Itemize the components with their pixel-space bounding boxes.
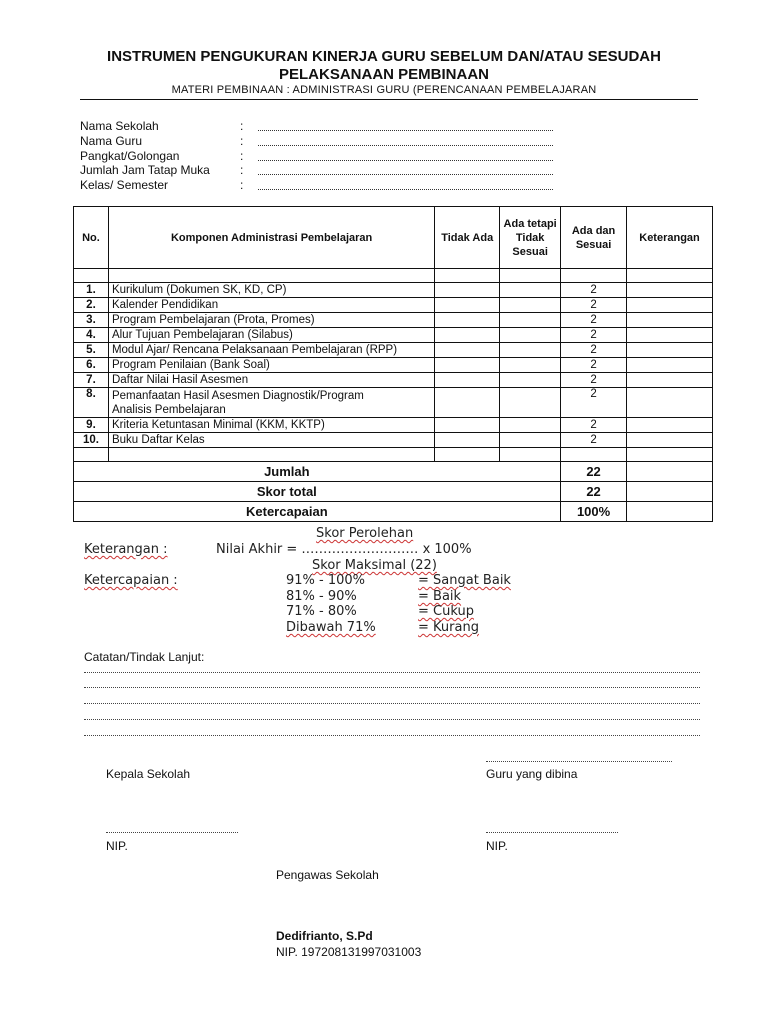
formula-denominator: Skor Maksimal (22) <box>312 558 437 573</box>
notes-line[interactable] <box>84 735 700 736</box>
notes-line[interactable] <box>84 719 700 720</box>
notes-line[interactable] <box>84 703 700 704</box>
pengawas-label: Pengawas Sekolah <box>276 868 379 882</box>
grade-result: = Cukup <box>418 604 474 619</box>
table-row: 10. Buku Daftar Kelas 2 <box>74 433 713 448</box>
summary-row-ketercapaian: Ketercapaian 100% <box>74 502 713 522</box>
formula-numerator: Skor Perolehan <box>316 526 414 541</box>
notes-line[interactable] <box>84 672 700 673</box>
pengawas-name: Dedifrianto, S.Pd <box>276 929 373 943</box>
info-colon: : <box>240 163 244 177</box>
row-8-komponen-line2: Analisis Pembelajaran <box>111 403 226 416</box>
document-title-line2: PELAKSANAAN PEMBINAAN <box>278 66 489 83</box>
notes-label: Catatan/Tindak Lanjut: <box>84 650 205 664</box>
header-ada-sesuai: Ada dan Sesuai <box>561 207 627 269</box>
info-field-jam-tatap-muka[interactable] <box>258 174 553 175</box>
nilai-akhir-formula: Nilai Akhir = ……………………… x 100% <box>216 542 472 557</box>
grade-range: 71% - 80% <box>286 604 357 619</box>
table-row: 4. Alur Tujuan Pembelajaran (Silabus) 2 <box>74 328 713 343</box>
pengawas-nip: NIP. 197208131997031003 <box>276 945 422 959</box>
notes-line[interactable] <box>84 687 700 688</box>
grade-range: 91% - 100% <box>286 573 366 588</box>
info-colon: : <box>240 178 244 192</box>
grade-result: = Baik <box>418 589 462 604</box>
kepala-signature-line[interactable] <box>106 832 238 833</box>
info-colon: : <box>240 134 244 148</box>
info-label-jam-tatap-muka: Jumlah Jam Tatap Muka <box>80 163 210 177</box>
table-row: 3. Program Pembelajaran (Prota, Promes) 2 <box>74 313 713 328</box>
keterangan-label: Keterangan : <box>84 542 168 557</box>
header-keterangan: Keterangan <box>627 207 713 269</box>
assessment-table <box>73 206 713 522</box>
guru-dibina-label: Guru yang dibina <box>486 767 578 781</box>
info-label-kelas-semester: Kelas/ Semester <box>80 178 169 192</box>
table-row: 7. Daftar Nilai Hasil Asesmen 2 <box>74 373 713 388</box>
info-field-kelas-semester[interactable] <box>258 189 553 190</box>
info-label-nama-sekolah: Nama Sekolah <box>80 119 159 133</box>
grade-range: Dibawah 71% <box>286 620 376 635</box>
grade-range: 81% - 90% <box>286 589 357 604</box>
kepala-sekolah-label: Kepala Sekolah <box>106 767 191 781</box>
grade-result: = Sangat Baik <box>418 573 511 588</box>
info-label-nama-guru: Nama Guru <box>80 134 143 148</box>
table-row: 1. Kurikulum (Dokumen SK, KD, CP) 2 <box>74 283 713 298</box>
header-no: No. <box>74 207 109 269</box>
document-subtitle: MATERI PEMBINAAN : ADMINISTRASI GURU (PERENCANAAN PEMBELAJARAN <box>171 84 597 96</box>
row-8-komponen-line1: Pemanfaatan Hasil Asesmen Diagnostik/Program <box>111 389 364 402</box>
summary-row-skor-total: Skor total 22 <box>74 482 713 502</box>
summary-row-jumlah: Jumlah 22 <box>74 462 713 482</box>
table-row: 5. Modul Ajar/ Rencana Pelaksanaan Pembelajaran (RPP) 2 <box>74 343 713 358</box>
info-field-pangkat[interactable] <box>258 160 553 161</box>
header-tidak-ada: Tidak Ada <box>435 207 500 269</box>
table-row: 8. Pemanfaatan Hasil Asesmen Diagnostik/Program Analisis Pembelajaran 2 <box>74 388 713 418</box>
table-row: 9. Kriteria Ketuntasan Minimal (KKM, KKTP) 2 <box>74 418 713 433</box>
guru-signature-line[interactable] <box>486 832 618 833</box>
kepala-nip: NIP. <box>106 839 128 853</box>
guru-nip: NIP. <box>486 839 508 853</box>
date-line[interactable] <box>486 761 672 762</box>
table-row: 2. Kalender Pendidikan 2 <box>74 298 713 313</box>
header-ada-tidak-sesuai: Ada tetapi Tidak Sesuai <box>500 207 561 269</box>
info-field-nama-guru[interactable] <box>258 145 553 146</box>
grade-result: = Kurang <box>418 620 479 635</box>
info-field-nama-sekolah[interactable] <box>258 130 553 131</box>
document-title-line1: INSTRUMEN PENGUKURAN KINERJA GURU SEBELUM DAN/ATAU SESUDAH <box>107 48 661 65</box>
table-row: 6. Program Penilaian (Bank Soal) 2 <box>74 358 713 373</box>
ketercapaian-label: Ketercapaian : <box>84 573 178 588</box>
info-colon: : <box>240 149 244 163</box>
info-colon: : <box>240 119 244 133</box>
header-divider <box>80 99 698 100</box>
info-label-pangkat: Pangkat/Golongan <box>80 149 180 163</box>
header-komponen: Komponen Administrasi Pembelajaran <box>108 207 434 269</box>
